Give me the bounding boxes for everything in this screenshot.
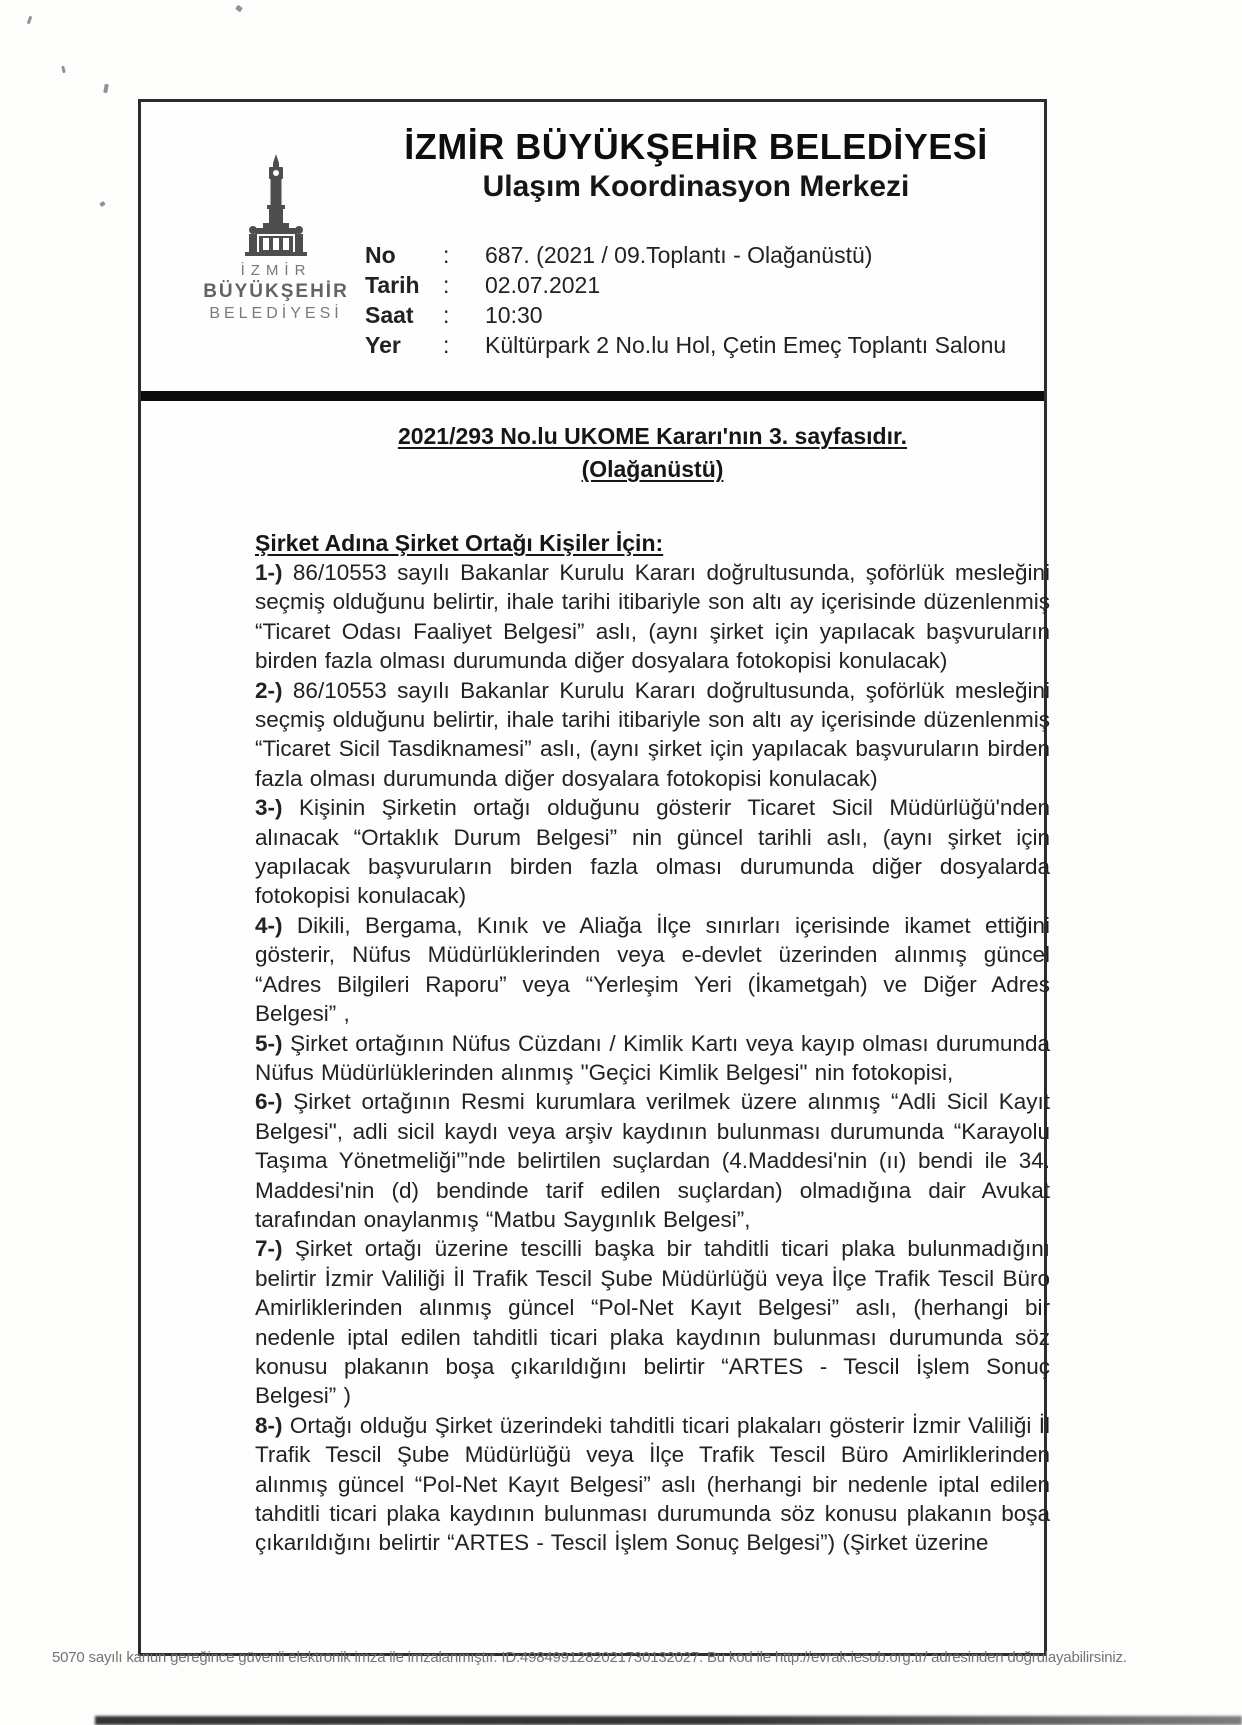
meta-separator: : xyxy=(443,242,450,268)
meta-row-tarih xyxy=(365,270,1006,300)
meta-table xyxy=(365,240,1006,360)
meta-value: Kültürpark 2 No.lu Hol, Çetin Emeç Toplantı Salonu xyxy=(485,332,1007,358)
item-text: Kişinin Şirketin ortağı olduğunu gösterir Ticaret Sicil Müdürlüğü'nden alınacak “Ortaklık Durum Belgesi” nin güncel tarihli aslı, (aynı şirket için yapılacak başvuruların birden fazla olması durumunda diğer dosyalarda fotokopisi konulacak) xyxy=(255,795,1050,909)
document-header xyxy=(141,102,1044,401)
item-number: 6-) xyxy=(255,1089,283,1115)
meta-separator: : xyxy=(443,272,450,298)
list-item-4 xyxy=(255,911,1050,1029)
clock-tower-icon xyxy=(243,154,309,258)
document-frame xyxy=(138,99,1050,1656)
meta-row-saat xyxy=(365,300,1006,330)
meta-value: 687. (2021 / 09.Toplantı - Olağanüstü) xyxy=(485,242,873,268)
scan-speck xyxy=(61,66,66,74)
item-text: Şirket ortağının Resmi kurumlara verilmek üzere alınmış “Adli Sicil Kayıt Belgesi", adli sicil kaydı veya arşiv kaydının bulunması durumunda “Karayolu Taşıma Yönetmeliği'”nde belirtilen suçlardan (4.Maddesi'nin (ıı) bendi ile 34. Maddesi'nin (d) bendinde tarif edilen suçlardan) olmadığına dair Avukat tarafından onaylanmış “Matbu Saygınlık Belgesi”, xyxy=(255,1089,1050,1232)
item-number: 4-) xyxy=(255,912,283,938)
item-text: 86/10553 sayılı Bakanlar Kurulu Kararı doğrultusunda, şoförlük mesleğini seçmiş olduğunu belirtir, ihale tarihi itibariyle son altı ay içerisinde düzenlenmiş “Ticaret Sicil Tasdiknamesi” aslı, (aynı şirket için yapılacak başvuruların birden fazla olması durumunda diğer dosyalara fotokopisi konulacak) xyxy=(255,677,1050,791)
list-item-7 xyxy=(255,1234,1050,1410)
org-subtitle: Ulaşım Koordinasyon Merkezi xyxy=(482,170,910,203)
item-number: 5-) xyxy=(255,1030,283,1056)
document-body xyxy=(255,420,1050,1558)
meta-row-no xyxy=(365,240,1006,270)
list-item-2 xyxy=(255,676,1050,794)
item-text: Ortağı olduğu Şirket üzerindeki tahditli ticari plakaları gösterir İzmir Valiliği İl Trafik Tescil Şube Müdürlüğü veya İlçe Trafik Tescil Büro Amirliklerinden alınmış güncel “Pol-Net Kayıt Belgesi” aslı (herhangi bir nedenle iptal edilen tahditli ticari plaka kaydının bulunması durumunda söz konusu plakanın boşa çıkarıldığını belirtir “ARTES - Tescil İşlem Sonuç Belgesi”) (Şirket üzerine xyxy=(255,1412,1050,1556)
meta-separator: : xyxy=(443,332,450,358)
item-text: Şirket ortağının Nüfus Cüzdanı / Kimlik Kartı veya kayıp olması durumunda Nüfus Müdürlüklerinden alınmış "Geçici Kimlik Belgesi" nin fotokopisi, xyxy=(255,1030,1050,1085)
item-number: 8-) xyxy=(255,1412,283,1438)
scan-speck xyxy=(27,16,33,25)
doc-title xyxy=(255,420,1050,486)
item-number: 7-) xyxy=(255,1236,283,1262)
logo-text-izmir: İZMİR xyxy=(240,262,312,279)
item-text: Şirket ortağı üzerine tescilli başka bir tahditli ticari plaka bulunmadığını belirtir İzmir Valiliği İl Trafik Tescil Şube Müdürlüğü veya İlçe Trafik Tescil Büro Amirliklerinden alınmış güncel “Pol-Net Kayıt Belgesi” aslı, (herhangi bir nedenle iptal edilen tahditli ticari plaka kaydının bulunması durumunda söz konusu plakanın boşa çıkarıldığını belirtir “ARTES - Tescil İşlem Sonuç Belgesi” ) xyxy=(255,1236,1050,1409)
meta-separator: : xyxy=(443,302,450,328)
municipality-logo xyxy=(186,154,366,323)
list-item-3 xyxy=(255,793,1050,911)
doc-title-line2: (Olağanüstü) xyxy=(581,456,724,482)
meta-row-yer xyxy=(365,330,1006,360)
scan-shadow xyxy=(95,1716,1242,1725)
meta-value: 10:30 xyxy=(485,302,543,328)
item-text: Dikili, Bergama, Kınık ve Aliağa İlçe sınırları içerisinde ikamet ettiğini gösterir, Nüfus Müdürlüklerinden veya e-devlet üzerinden alınmış güncel “Adres Bilgileri Raporu” veya “Yerleşim Yeri (İkametgah) ve Diğer Adres Belgesi” , xyxy=(255,912,1050,1027)
list-item-8 xyxy=(255,1411,1050,1558)
item-number: 2-) xyxy=(255,677,283,703)
logo-text-buyuksehir: BÜYÜKŞEHİR xyxy=(203,281,349,302)
org-title: İZMİR BÜYÜKŞEHİR BELEDİYESİ xyxy=(404,126,988,167)
footer-signature-note: 5070 sayılı kanun gereğince güvenli elektronik imza ile imzalanmıştır. ID:4984991282021730132027. Bu kod ile http://evrak.iesob.org.tr/ adresinden doğrulayabilirsiniz. xyxy=(52,1649,1127,1666)
list-item-1 xyxy=(255,558,1050,676)
list-item-5 xyxy=(255,1029,1050,1088)
meta-label: No xyxy=(365,242,396,268)
item-number: 3-) xyxy=(255,795,283,821)
meta-label: Tarih xyxy=(365,272,420,298)
list-item-6 xyxy=(255,1087,1050,1234)
item-number: 1-) xyxy=(255,560,283,585)
doc-title-line1: 2021/293 No.lu UKOME Kararı'nın 3. sayfasıdır. xyxy=(397,423,908,449)
scan-speck xyxy=(99,201,105,207)
meta-label: Yer xyxy=(365,332,401,358)
item-text: 86/10553 sayılı Bakanlar Kurulu Kararı doğrultusunda, şoförlük mesleğini seçmiş olduğunu belirtir, ihale tarihi itibariyle son altı ay içerisinde düzenlenmiş “Ticaret Odası Faaliyet Belgesi” aslı, (aynı şirket için yapılacak başvuruların birden fazla olması durumunda diğer dosyalara fotokopisi konulacak) xyxy=(255,560,1050,674)
scan-speck xyxy=(235,5,243,13)
meta-label: Saat xyxy=(365,302,414,328)
meta-value: 02.07.2021 xyxy=(485,272,601,298)
logo-text-belediyesi: BELEDİYESİ xyxy=(209,305,343,322)
scan-speck xyxy=(103,84,109,94)
section-heading: Şirket Adına Şirket Ortağı Kişiler İçin: xyxy=(255,530,664,556)
